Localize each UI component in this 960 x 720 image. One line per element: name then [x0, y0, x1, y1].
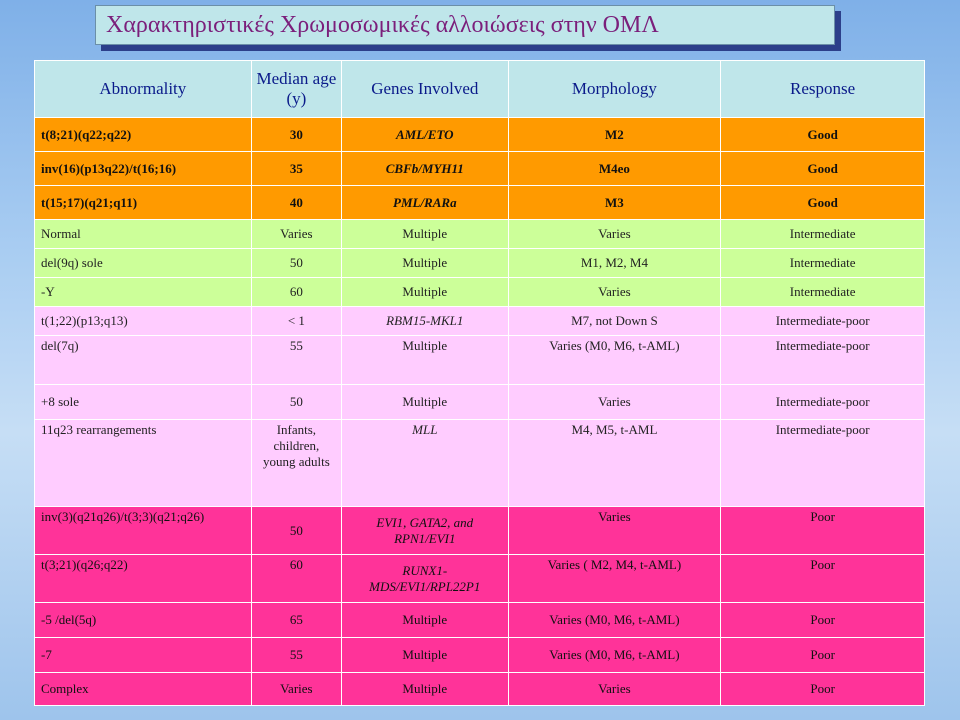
header-median-age: Median age (y)	[251, 61, 341, 118]
cell-genes: AML/ETO	[342, 118, 509, 152]
cell-genes: Multiple	[342, 638, 509, 673]
table-row	[35, 555, 925, 603]
cell-abnormality: Normal	[35, 220, 252, 249]
table-row	[35, 307, 925, 336]
cell-abnormality: Complex	[35, 673, 252, 706]
cell-morphology: M1, M2, M4	[508, 249, 721, 278]
cell-genes: EVI1, GATA2, and RPN1/EVI1	[342, 507, 509, 555]
cell-genes: CBFb/MYH11	[342, 152, 509, 186]
table-row	[35, 118, 925, 152]
table-row	[35, 249, 925, 278]
table-row	[35, 603, 925, 638]
cell-response: Intermediate-poor	[721, 336, 925, 385]
cell-response: Good	[721, 118, 925, 152]
cell-response: Poor	[721, 603, 925, 638]
cell-morphology: Varies (M0, M6, t-AML)	[508, 638, 721, 673]
cell-age: 40	[251, 186, 341, 220]
cell-response: Intermediate	[721, 249, 925, 278]
cell-response: Intermediate	[721, 220, 925, 249]
cell-abnormality: t(1;22)(p13;q13)	[35, 307, 252, 336]
cell-genes: RBM15-MKL1	[342, 307, 509, 336]
cell-genes: Multiple	[342, 673, 509, 706]
cell-abnormality: +8 sole	[35, 385, 252, 420]
cell-abnormality: -7	[35, 638, 252, 673]
header-response: Response	[721, 61, 925, 118]
cell-morphology: Varies	[508, 673, 721, 706]
cell-age: 30	[251, 118, 341, 152]
cell-response: Poor	[721, 638, 925, 673]
table-row	[35, 336, 925, 385]
cell-response: Poor	[721, 673, 925, 706]
cell-genes: Multiple	[342, 603, 509, 638]
cell-genes: Multiple	[342, 336, 509, 385]
cell-age: 60	[251, 278, 341, 307]
cell-age: Varies	[251, 673, 341, 706]
cell-age: 55	[251, 638, 341, 673]
cell-abnormality: inv(16)(p13q22)/t(16;16)	[35, 152, 252, 186]
cell-abnormality: inv(3)(q21q26)/t(3;3)(q21;q26)	[35, 507, 252, 555]
cell-response: Poor	[721, 555, 925, 603]
table-row	[35, 278, 925, 307]
cell-abnormality: del(7q)	[35, 336, 252, 385]
table-row	[35, 385, 925, 420]
aml-abnormalities-table	[34, 60, 925, 706]
cell-age: 65	[251, 603, 341, 638]
cell-genes: RUNX1-MDS/EVI1/RPL22P1	[342, 555, 509, 603]
cell-morphology: Varies	[508, 385, 721, 420]
cell-morphology: Varies	[508, 220, 721, 249]
cell-genes: MLL	[342, 420, 509, 507]
cell-morphology: M4eo	[508, 152, 721, 186]
cell-age: 35	[251, 152, 341, 186]
header-row	[35, 61, 925, 118]
table-row	[35, 152, 925, 186]
cell-abnormality: -Y	[35, 278, 252, 307]
cell-morphology: Varies	[508, 278, 721, 307]
header-abnormality: Abnormality	[35, 61, 252, 118]
header-morphology: Morphology	[508, 61, 721, 118]
cell-genes: Multiple	[342, 385, 509, 420]
cell-age: 50	[251, 249, 341, 278]
table-row	[35, 220, 925, 249]
header-genes: Genes Involved	[342, 61, 509, 118]
table-row	[35, 186, 925, 220]
cell-genes: PML/RARa	[342, 186, 509, 220]
cell-morphology: M2	[508, 118, 721, 152]
cell-abnormality: -5 /del(5q)	[35, 603, 252, 638]
cell-abnormality: t(8;21)(q22;q22)	[35, 118, 252, 152]
cell-age: Infants, children, young adults	[251, 420, 341, 507]
cell-response: Good	[721, 152, 925, 186]
cell-age: Varies	[251, 220, 341, 249]
table-row	[35, 673, 925, 706]
cell-morphology: M7, not Down S	[508, 307, 721, 336]
cell-abnormality: 11q23 rearrangements	[35, 420, 252, 507]
cell-abnormality: t(15;17)(q21;q11)	[35, 186, 252, 220]
cell-age: 50	[251, 385, 341, 420]
cell-morphology: M3	[508, 186, 721, 220]
cell-response: Good	[721, 186, 925, 220]
cell-response: Intermediate-poor	[721, 420, 925, 507]
table-row	[35, 638, 925, 673]
cell-response: Intermediate-poor	[721, 307, 925, 336]
cell-morphology: Varies (M0, M6, t-AML)	[508, 336, 721, 385]
cell-age: 50	[251, 507, 341, 555]
cell-morphology: Varies (M0, M6, t-AML)	[508, 603, 721, 638]
cell-genes: Multiple	[342, 249, 509, 278]
cell-response: Intermediate	[721, 278, 925, 307]
cell-abnormality: del(9q) sole	[35, 249, 252, 278]
cell-morphology: Varies	[508, 507, 721, 555]
table-row	[35, 507, 925, 555]
title-box	[95, 5, 835, 45]
table-row	[35, 420, 925, 507]
cell-response: Intermediate-poor	[721, 385, 925, 420]
cell-age: < 1	[251, 307, 341, 336]
cell-morphology: Varies ( M2, M4, t-AML)	[508, 555, 721, 603]
slide-title: Χαρακτηριστικές Χρωμοσωμικές αλλοιώσεις στην ΟΜΛ	[106, 11, 659, 38]
cell-genes: Multiple	[342, 220, 509, 249]
cell-age: 55	[251, 336, 341, 385]
cell-morphology: M4, M5, t-AML	[508, 420, 721, 507]
cell-abnormality: t(3;21)(q26;q22)	[35, 555, 252, 603]
cell-age: 60	[251, 555, 341, 603]
cell-response: Poor	[721, 507, 925, 555]
cell-genes: Multiple	[342, 278, 509, 307]
